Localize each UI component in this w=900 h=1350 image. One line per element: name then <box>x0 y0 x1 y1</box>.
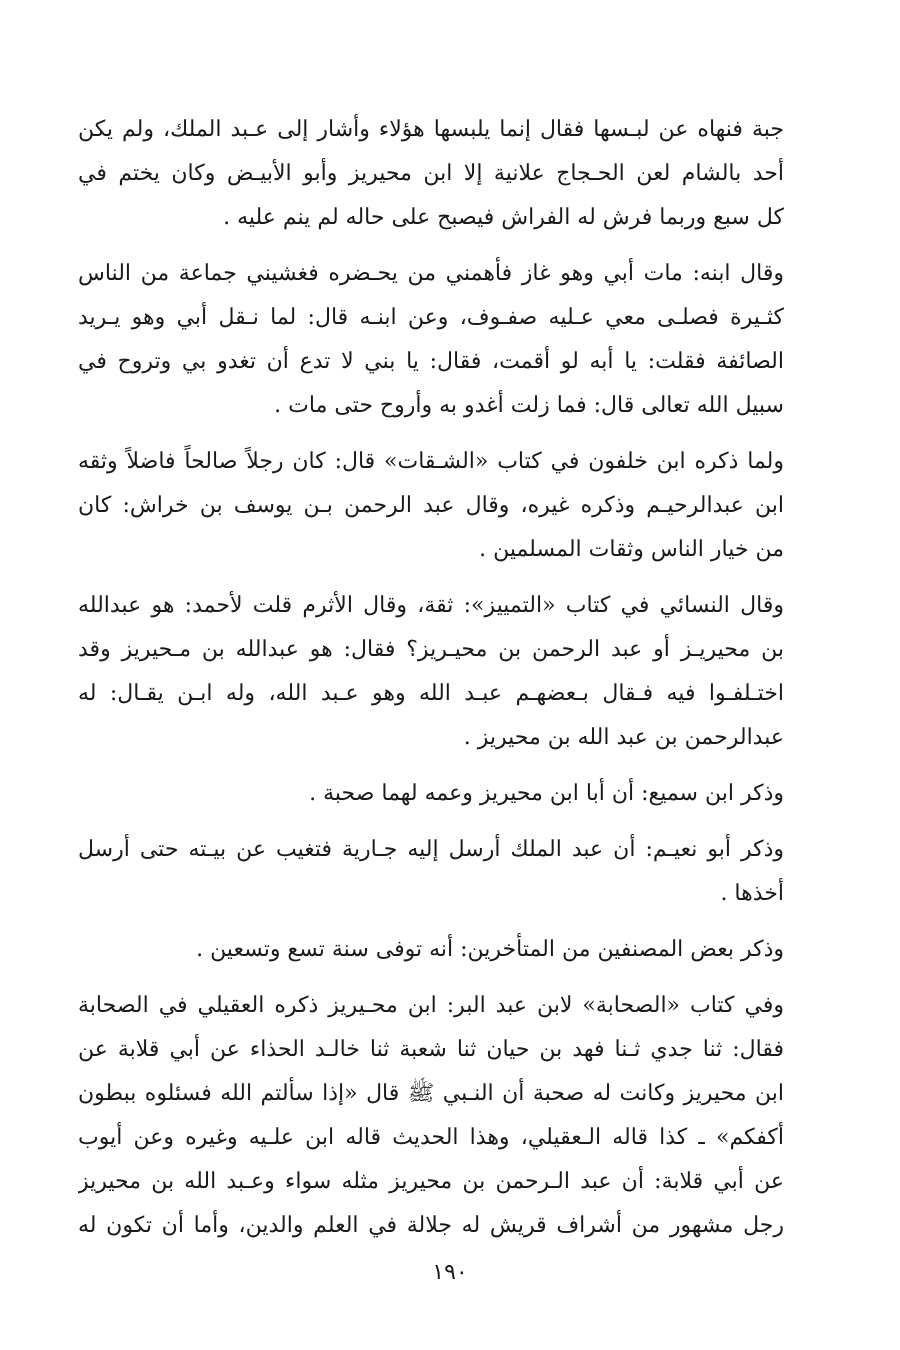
text-line: عبدالرحمن بن عبد الله بن محيريز . <box>463 725 784 750</box>
text-line: كل سبع وربما فرش له الفراش فيصبح على حاله لم ينم عليه . <box>223 205 784 230</box>
paragraph-6 <box>78 828 784 916</box>
text-line: أخذها . <box>720 881 784 906</box>
text-line: من خيار الناس وثقات المسلمين . <box>479 537 784 562</box>
text-line: عن أبي قلابة: أن عبد الـرحمن بن محيريز مثله سواء وعـبد الله بن محيريز <box>78 1169 784 1194</box>
paragraph-3 <box>78 440 784 572</box>
text-line: أكفكم» ـ كذا قاله الـعقيلي، وهذا الحديث قاله ابن علـيه وغيره وعن أيوب <box>78 1125 784 1150</box>
paragraph-8 <box>78 984 784 1248</box>
text-line: الصائفة فقلت: يا أبه لو أقمت، فقال: يا بني لا تدع أن تغدو بي وتروح في <box>78 349 784 374</box>
text-line: جبة فنهاه عن لبـسها فقال إنما يلبسها هؤلاء وأشار إلى عـبد الملك، ولم يكن <box>78 117 784 142</box>
text-line: أحد بالشام لعن الحـجاج علانية إلا ابن محيريز وأبو الأبيـض وكان يختم في <box>78 161 784 186</box>
text-line: وفي كتاب «الصحابة» لابن عبد البر: ابن محـيريز ذكره العقيلي في الصحابة <box>78 993 784 1018</box>
text-line: فقال: ثنا جدي ثـنا فهد بن حيان ثنا شعبة ثنا خالـد الحذاء عن أبي قلابة عن <box>78 1037 784 1062</box>
text-line: رجل مشهور من أشراف قريش له جلالة في العلم والدين، وأما أن تكون له <box>78 1213 784 1238</box>
text-line: وقال ابنه: مات أبي وهو غاز فأهمني من يحـضره فغشيني جماعة من الناس <box>78 261 784 286</box>
text-line: سبيل الله تعالى قال: فما زلت أغدو به وأروح حتى مات . <box>274 393 784 418</box>
paragraph-4 <box>78 584 784 760</box>
text-line: وذكر أبو نعيـم: أن عبد الملك أرسل إليه جـارية فتغيب عن بيـته حتى أرسل <box>78 837 784 862</box>
page-number: ١٩٠ <box>432 1260 468 1285</box>
text-line: ولما ذكره ابن خلفون في كتاب «الشـقات» قال: كان رجلاً صالحاً فاضلاً وثقه <box>78 449 784 474</box>
page-body <box>78 108 784 1260</box>
text-line: كثـيرة فصلـى معي عـليه صفـوف، وعن ابنـه قال: لما نـقل أبي وهو يـريد <box>78 305 784 330</box>
paragraph-7 <box>78 928 784 972</box>
text-line: وقال النسائي في كتاب «التمييز»: ثقة، وقال الأثرم قلت لأحمد: هو عبدالله <box>78 593 784 618</box>
text-line: اختـلفـوا فيه فـقال بـعضهـم عبـد الله وهو عـبد الله، وله ابـن يقـال: له <box>78 681 784 706</box>
paragraph-2 <box>78 252 784 428</box>
paragraph-5 <box>78 772 784 816</box>
paragraph-1 <box>78 108 784 240</box>
text-line: بن محيريـز أو عبد الرحمن بن محيـريز؟ فقال: هو عبدالله بن مـحيريز وقد <box>78 637 784 662</box>
text-line: ابن محيريز وكانت له صحبة أن النـبي ﷺ قال «إذا سألتم الله فسئلوه ببطون <box>78 1081 784 1106</box>
text-line: وذكر ابن سميع: أن أبا ابن محيريز وعمه لهما صحبة . <box>309 781 784 806</box>
text-line: ابن عبدالرحيـم وذكره غيره، وقال عبد الرحمن بـن يوسف بن خراش: كان <box>78 493 784 518</box>
text-line: وذكر بعض المصنفين من المتأخرين: أنه توفى سنة تسع وتسعين . <box>196 937 784 962</box>
